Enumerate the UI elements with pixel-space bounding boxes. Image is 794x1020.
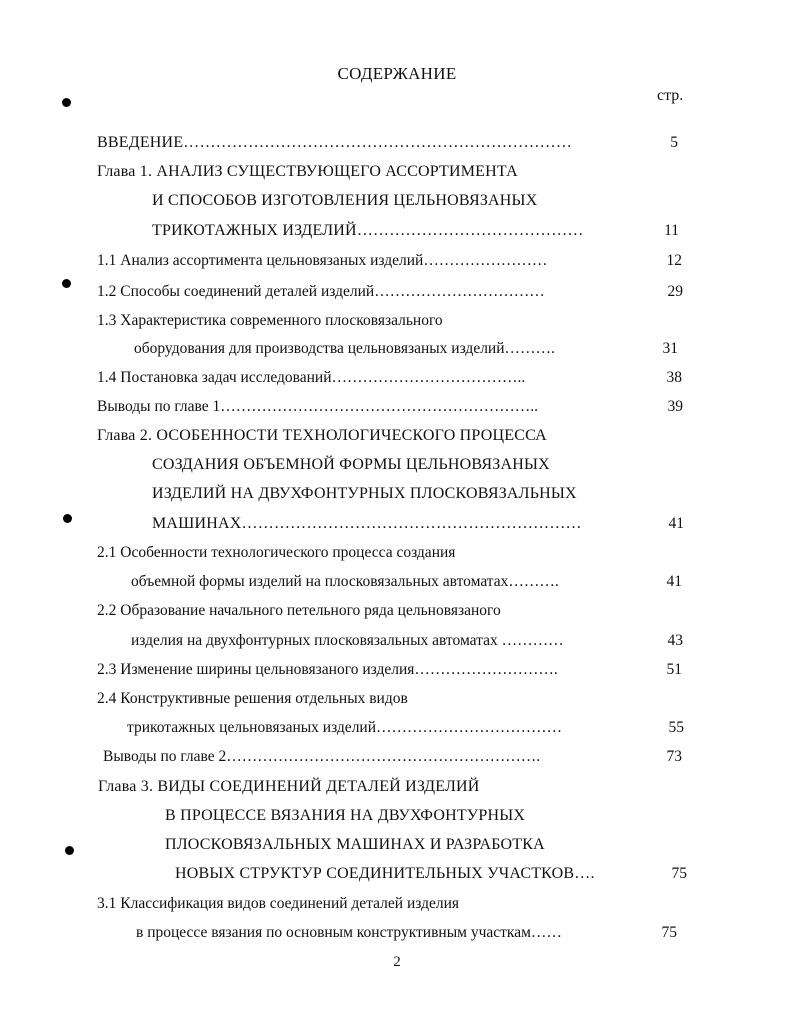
binder-hole-mark [63, 514, 72, 523]
toc-entry-text: 2.3 Изменение ширины цельновязаного изделия………………………. [97, 661, 558, 678]
toc-entry-text: ТРИКОТАЖНЫХ ИЗДЕЛИЙ…………………………………… [152, 222, 584, 239]
toc-entry-text: Выводы по главе 1…………………………………………………….. [97, 398, 539, 415]
toc-entry-page: 5 [670, 134, 678, 151]
binder-hole-mark [65, 846, 74, 855]
toc-entry-text: В ПРОЦЕССЕ ВЯЗАНИЯ НА ДВУХФОНТУРНЫХ [165, 807, 526, 824]
toc-entry-text: МАШИНАХ……………………………………………………… [152, 515, 582, 532]
page-number: 2 [393, 954, 401, 970]
toc-entry-page: 73 [666, 748, 682, 765]
toc-entry-page: 11 [664, 222, 679, 239]
toc-entry-text: НОВЫХ СТРУКТУР СОЕДИНИТЕЛЬНЫХ УЧАСТКОВ…. [175, 865, 595, 882]
toc-entry-text: СОЗДАНИЯ ОБЪЕМНОЙ ФОРМЫ ЦЕЛЬНОВЯЗАНЫХ [152, 456, 550, 473]
toc-entry-page: 38 [666, 369, 682, 386]
toc-entry-page: 31 [662, 340, 678, 357]
toc-entry-page: 55 [668, 719, 684, 736]
toc-entry-text: Выводы по главе 2……………………………………………………. [103, 748, 541, 765]
toc-entry-text: 1.3 Характеристика современного плосковязального [97, 312, 443, 329]
toc-entry-text: 2.4 Конструктивные решения отдельных видов [97, 690, 408, 707]
toc-entry-text: 1.1 Анализ ассортимента цельновязаных изделий…………………… [97, 252, 548, 269]
binder-hole-mark [62, 98, 71, 107]
toc-entry-page: 41 [668, 515, 684, 532]
toc-entry-text: Глава 3. ВИДЫ СОЕДИНЕНИЙ ДЕТАЛЕЙ ИЗДЕЛИЙ [98, 778, 480, 795]
page-column-label: стр. [657, 87, 684, 104]
toc-entry-page: 39 [667, 398, 683, 415]
toc-entry-text: 3.1 Классификация видов соединений деталей изделия [97, 895, 460, 912]
toc-entry-text: оборудования для производства цельновязаных изделий………. [134, 340, 555, 357]
toc-entry-text: изделия на двухфонтурных плосковязальных автоматах ………… [131, 632, 564, 649]
toc-entry-page: 75 [661, 924, 677, 941]
toc-entry-page: 51 [666, 661, 682, 678]
toc-entry-text: объемной формы изделий на плосковязальных автоматах………. [131, 573, 559, 590]
toc-entry-text: 1.2 Способы соединений деталей изделий…………………………… [97, 283, 545, 300]
toc-entry-page: 41 [666, 573, 682, 590]
toc-entry-page: 29 [667, 283, 683, 300]
binder-hole-mark [62, 279, 71, 288]
toc-entry-text: трикотажных цельновязаных изделий……………………………… [127, 719, 563, 736]
toc-entry-page: 43 [667, 632, 683, 649]
toc-entry-text: Глава 1. АНАЛИЗ СУЩЕСТВУЮЩЕГО АССОРТИМЕНТА [97, 163, 518, 180]
toc-entry-text: ПЛОСКОВЯЗАЛЬНЫХ МАШИНАХ И РАЗРАБОТКА [165, 836, 545, 853]
toc-entry-text: 2.1 Особенности технологического процесса создания [97, 544, 456, 561]
toc-entry-page: 12 [666, 252, 682, 269]
toc-entry-text: Глава 2. ОСОБЕННОСТИ ТЕХНОЛОГИЧЕСКОГО ПРОЦЕССА [97, 427, 547, 444]
toc-entry-text: ИЗДЕЛИЙ НА ДВУХФОНТУРНЫХ ПЛОСКОВЯЗАЛЬНЫХ [152, 485, 577, 502]
toc-entry-text: 2.2 Образование начального петельного ряда цельновязаного [97, 602, 501, 619]
toc-entry-text: в процессе вязания по основным конструктивным участкам…… [136, 924, 562, 941]
page-title: СОДЕРЖАНИЕ [337, 64, 457, 83]
toc-entry-page: 75 [671, 865, 687, 882]
toc-entry-text: И СПОСОБОВ ИЗГОТОВЛЕНИЯ ЦЕЛЬНОВЯЗАНЫХ [152, 192, 538, 209]
toc-entry-text: 1.4 Постановка задач исследований……………………………….. [97, 369, 526, 386]
toc-entry-text: ВВЕДЕНИЕ……………………………………………………………… [97, 134, 573, 151]
